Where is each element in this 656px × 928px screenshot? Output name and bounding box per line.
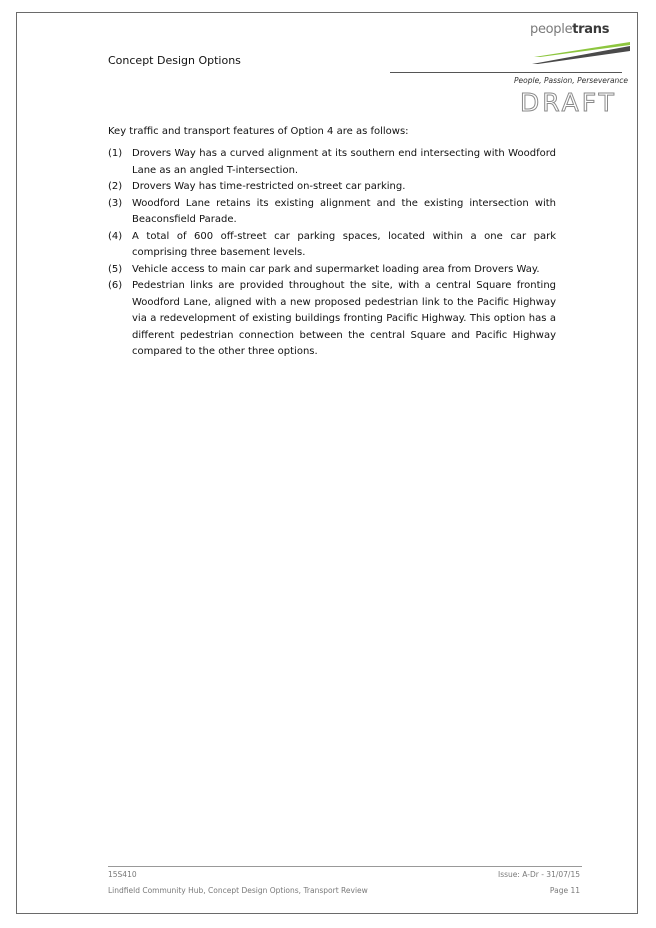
item-number: (5) [108, 263, 123, 275]
list-item [108, 262, 556, 279]
header-divider [390, 72, 622, 73]
draft-watermark: DRAFT [520, 88, 617, 117]
item-text: Drovers Way has time-restricted on-street car parking. [132, 181, 406, 192]
item-number: (6) [108, 280, 123, 291]
item-text: Drovers Way has a curved alignment at its southern end intersecting with Woodford Lane as an angled T-intersection. [132, 148, 556, 176]
logo-text-bold: trans [572, 22, 610, 37]
list-item [108, 179, 556, 196]
footer-issue: Issue: A-Dr - 31/07/15 [498, 870, 580, 879]
footer-doc-title: Lindfield Community Hub, Concept Design Options, Transport Review [108, 886, 368, 895]
features-list [108, 146, 556, 361]
company-logo [530, 22, 632, 68]
item-text: Vehicle access to main car park and supermarket loading area from Drovers Way. [132, 263, 540, 275]
item-text: A total of 600 off-street car parking spaces, located within a one car park comprising three basement levels. [132, 230, 556, 258]
item-number: (2) [108, 181, 123, 192]
list-item [108, 146, 556, 179]
item-number: (4) [108, 230, 123, 242]
logo-text-light: people [530, 22, 573, 37]
list-item [108, 196, 556, 229]
footer-divider [108, 866, 582, 867]
item-number: (3) [108, 197, 123, 209]
intro-paragraph: Key traffic and transport features of Option 4 are as follows: [108, 126, 409, 137]
logo-swoosh-icon [530, 40, 632, 66]
logo-wordmark [530, 22, 609, 37]
page-header-title: Concept Design Options [108, 54, 241, 67]
footer-page-number: Page 11 [549, 886, 580, 895]
logo-tagline: People, Passion, Perseverance [514, 76, 629, 85]
item-number: (1) [108, 148, 123, 159]
list-item [108, 229, 556, 262]
item-text: Pedestrian links are provided throughout the site, with a central Square fronting Woodford Lane, aligned with a new proposed pedestrian link to the Pacific Highway via a redevelopment of existing buildings fronting Pacific Highway. This option has a different pedestrian connection between the central Square and Pacific Highway compared to the other three options. [132, 280, 556, 357]
footer-doc-number: 15S410 [108, 870, 137, 879]
list-item [108, 278, 556, 361]
item-text: Woodford Lane retains its existing alignment and the existing intersection with Beaconsfield Parade. [132, 197, 556, 225]
